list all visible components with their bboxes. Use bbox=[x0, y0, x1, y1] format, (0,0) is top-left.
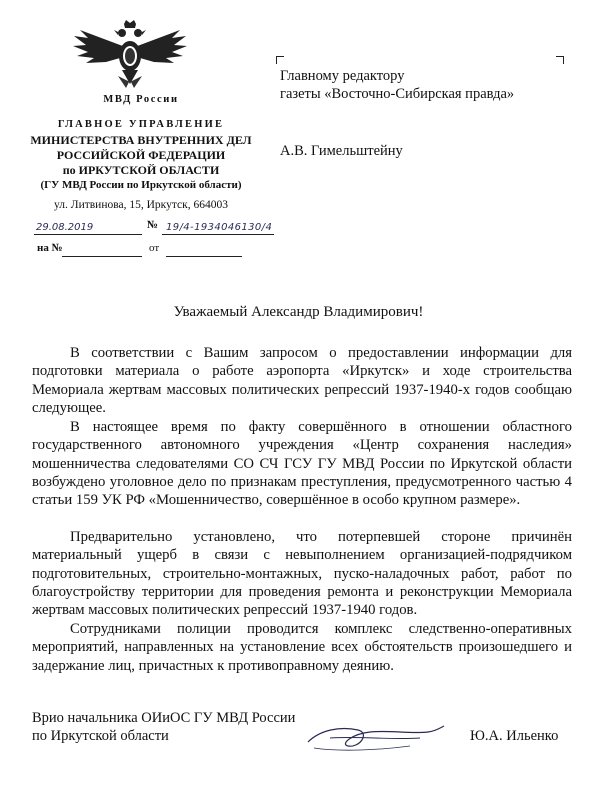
from-label: от bbox=[149, 242, 160, 254]
reply-to-line bbox=[62, 256, 142, 257]
department-line: по ИРКУТСКОЙ ОБЛАСТИ bbox=[62, 163, 220, 177]
greeting: Уважаемый Александр Владимирович! bbox=[173, 304, 424, 320]
handwritten-signature bbox=[300, 712, 450, 756]
addressee-corner-mark bbox=[556, 56, 564, 64]
addressee-title: Главному редактору bbox=[280, 68, 405, 84]
body-paragraph: Сотрудниками полиции проводится комплекс следственно-оперативных мероприятий, направленных на установление всех обстоятельств произошедшего и задержание лиц, причастных к противоправному деянию. bbox=[32, 621, 572, 674]
registration-date: 29.08.2019 bbox=[36, 222, 94, 233]
registration-number: 19/4-1934046130/4 bbox=[166, 222, 273, 233]
department-heading: ГЛАВНОЕ УПРАВЛЕНИЕ bbox=[57, 119, 225, 130]
letterhead-address: ул. Литвинова, 15, Иркутск, 664003 bbox=[54, 199, 228, 211]
department-line: (ГУ МВД России по Иркутской области) bbox=[40, 179, 242, 191]
addressee-name: А.В. Гимельштейну bbox=[280, 143, 403, 159]
number-line bbox=[162, 234, 274, 235]
body-paragraph: В настоящее время по факту совершённого в отношении областного государственного автономного учреждения «Центр сохранения наследия» мошенничества следователями СО СЧ ГСУ ГУ МВД России по Иркутской области возбуждено уголовное дело по признакам преступления, предусмотренного частью 4 статьи 159 УК РФ «Мошенничество, совершённое в особо крупном размере». bbox=[32, 419, 572, 509]
body-paragraph: Предварительно установлено, что потерпевшей стороне причинён материальный ущерб в связи с невыполнением организацией-подрядчиком подготовительных, строительно-монтажных, пуско-наладочных работ, работ по благоустройству территории для проведения ремонта и реконструкции Мемориала жертвам массовых политических репрессий 1937-1940 годов. bbox=[32, 529, 572, 619]
signatory-title: Врио начальника ОИиОС ГУ МВД России bbox=[32, 710, 296, 726]
addressee-organization: газеты «Восточно-Сибирская правда» bbox=[280, 86, 515, 102]
ministry-short-name: МВД России bbox=[103, 94, 179, 105]
double-headed-eagle-emblem bbox=[70, 18, 190, 90]
reply-to-label: на № bbox=[37, 242, 63, 254]
department-line: МИНИСТЕРСТВА ВНУТРЕННИХ ДЕЛ bbox=[30, 133, 252, 147]
signatory-name: Ю.А. Ильенко bbox=[470, 728, 559, 744]
body-paragraph: В соответствии с Вашим запросом о предоставлении информации для подготовки материала о работе аэропорта «Иркутск» и ходе строительства Мемориала жертвам массовых политических репрессий 1937-1940-х годов сообщаю следующее. bbox=[32, 345, 572, 416]
department-line: РОССИЙСКОЙ ФЕДЕРАЦИИ bbox=[56, 148, 226, 162]
number-label: № bbox=[147, 219, 159, 231]
addressee-corner-mark bbox=[276, 56, 284, 64]
date-line bbox=[34, 234, 142, 235]
signatory-title: по Иркутской области bbox=[32, 728, 169, 744]
from-line bbox=[166, 256, 242, 257]
